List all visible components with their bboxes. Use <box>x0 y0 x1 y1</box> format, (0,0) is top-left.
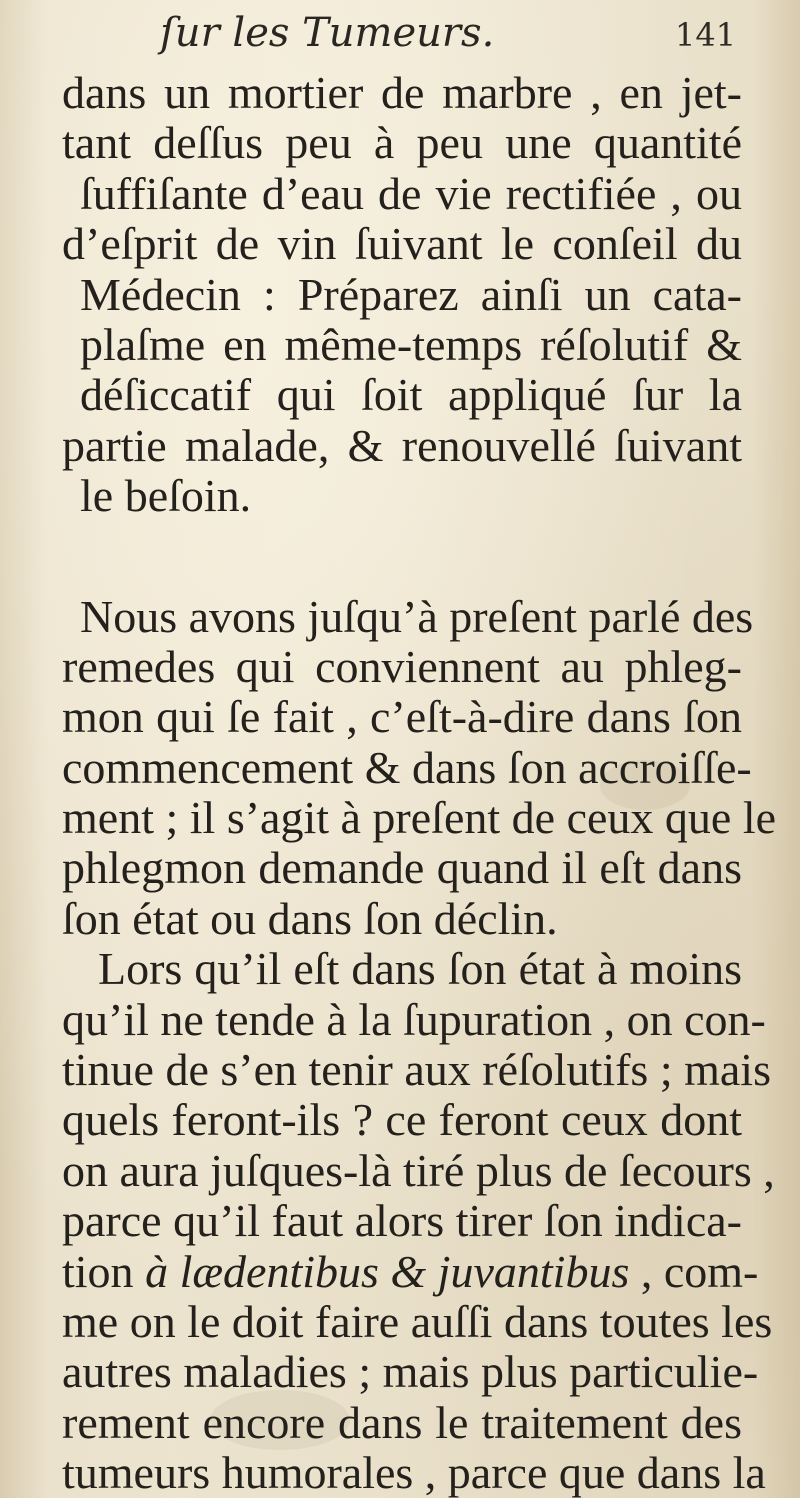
text-line: autres maladies ; mais plus particulie- <box>62 1346 759 1398</box>
text-line: commencement & dans ſon accroiſſe- <box>62 741 752 793</box>
text-line: parce qu’il faut alors tirer ſon indica- <box>62 1195 742 1247</box>
body-text <box>62 67 777 1498</box>
text-line: ment ; il s’agit à preſent de ceux que le <box>62 792 777 844</box>
text-line: le beſoin. <box>80 470 252 522</box>
text-line: mon qui ſe fait , c’eſt-à-dire dans ſon <box>62 691 742 743</box>
text-line: tinue de s’en tenir aux réſolutifs ; mais <box>62 1044 771 1096</box>
paragraph-gap <box>62 522 742 592</box>
text-line: rement encore dans le traitement des <box>62 1396 742 1448</box>
text-line: Médecin : Préparez ainſi un cata- <box>80 268 742 320</box>
text-line: phlegmon demande quand il eſt dans <box>62 842 742 894</box>
text-line: Lors qu’il eſt dans ſon état à moins <box>98 943 742 995</box>
text-line: partie malade, & renouvellé ſuivant <box>62 419 742 471</box>
text-line: plaſme en même-temps réſolutif & <box>80 318 742 370</box>
text-segment: tion <box>62 1245 146 1297</box>
latin-italic-phrase: à lædentibus & juvantibus <box>145 1245 630 1297</box>
running-title: ſur les Tumeurs. <box>160 10 495 56</box>
text-line: tumeurs humorales , parce que dans la <box>62 1447 766 1498</box>
text-line: ſon état ou dans ſon déclin. <box>62 892 558 944</box>
text-line: me on le doit faire auſſi dans toutes les <box>62 1295 773 1347</box>
text-segment: , com- <box>629 1245 759 1297</box>
text-line: on aura juſques-là tiré plus de ſecours , <box>62 1144 775 1196</box>
text-line: déſiccatif qui ſoit appliqué ſur la <box>80 369 742 421</box>
text-line: tant deſſus peu à peu une quantité <box>62 117 742 169</box>
text-line: dans un mortier de marbre , en jet- <box>62 67 742 118</box>
text-line: qu’il ne tende à la ſupuration , on con- <box>62 993 766 1045</box>
text-line: quels feront-ils ? ce feront ceux dont <box>62 1094 742 1146</box>
text-line: Nous avons juſqu’à preſent parlé des <box>80 590 754 642</box>
page-number: 141 <box>675 16 737 54</box>
text-line: ſuffiſante d’eau de vie rectifiée , ou <box>80 167 742 219</box>
text-line: remedes qui conviennent au phleg- <box>62 640 742 692</box>
text-line-with-italic <box>62 1245 759 1297</box>
text-line: d’eſprit de vin ſuivant le conſeil du <box>62 218 742 270</box>
